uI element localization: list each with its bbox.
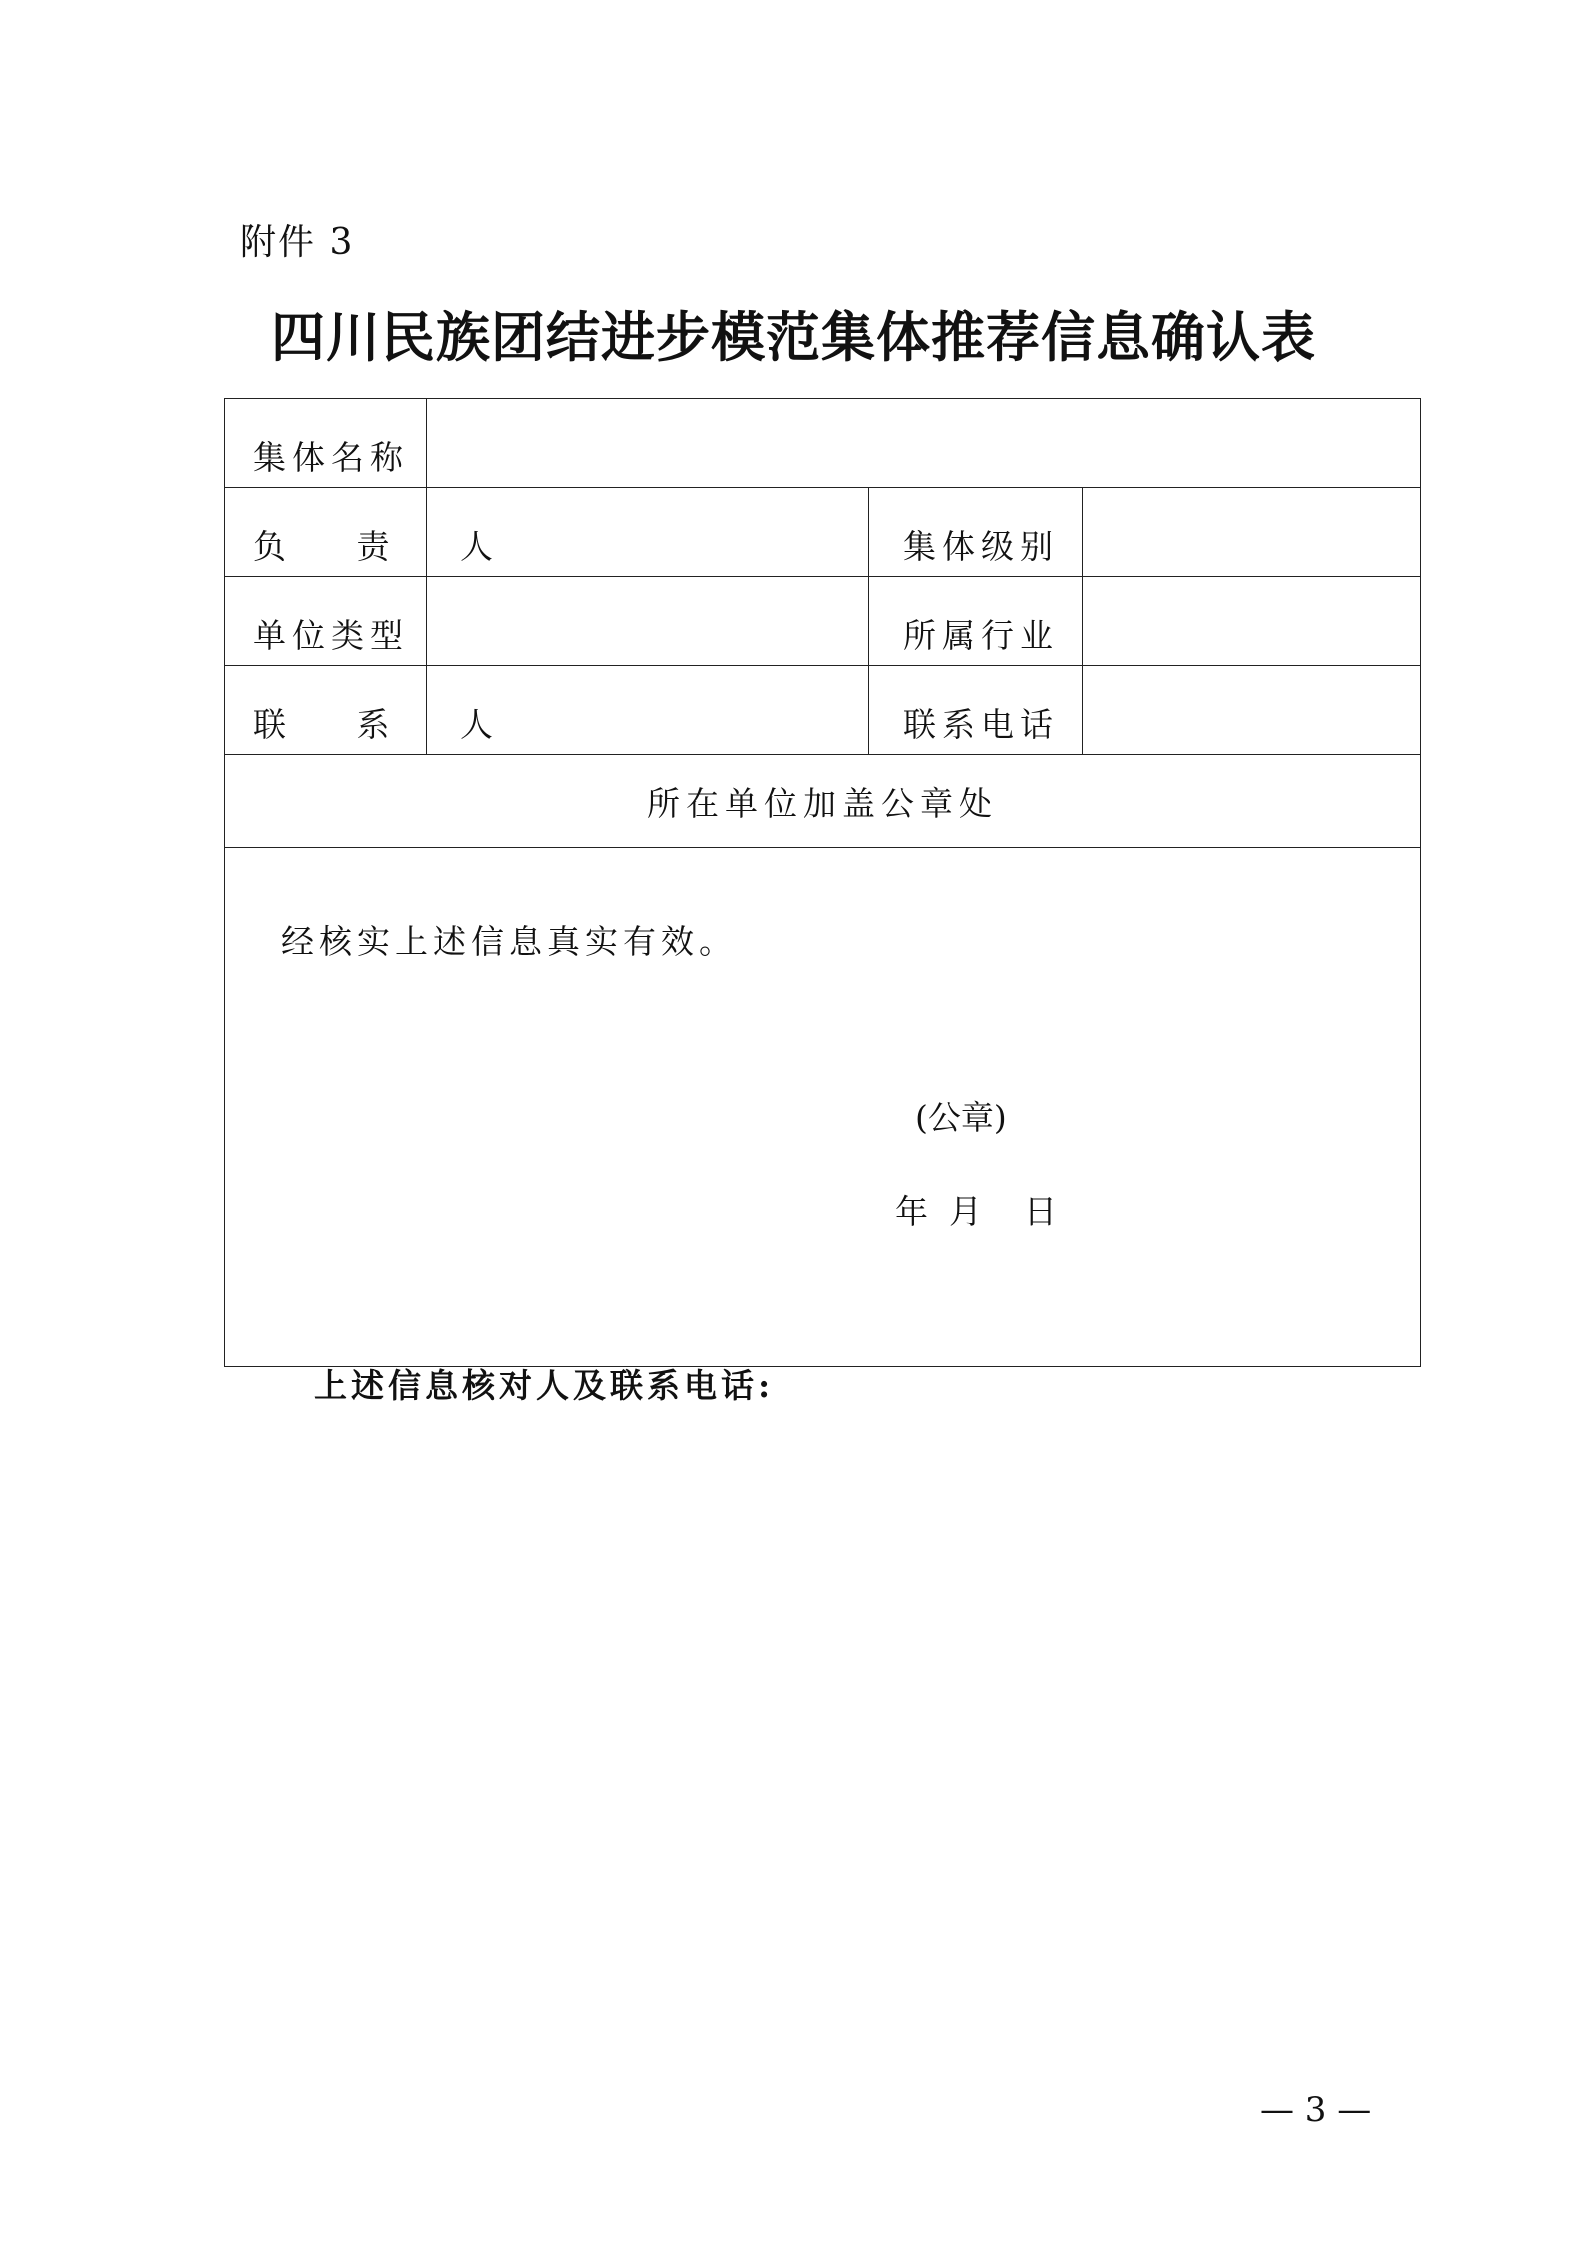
form-row-contact — [225, 666, 1421, 755]
contact-label: 联 系 人 — [225, 666, 427, 755]
attachment-label: 附件 3 — [240, 222, 355, 263]
collective-name-label: 集体名称 — [225, 399, 427, 488]
collective-level-field[interactable] — [1083, 488, 1421, 577]
phone-field[interactable] — [1083, 666, 1421, 755]
form-row-seal-header — [225, 755, 1421, 848]
official-seal-mark: (公章) — [915, 1098, 1007, 1137]
industry-field[interactable] — [1083, 577, 1421, 666]
page-number: — 3 — — [1260, 2090, 1372, 2130]
leader-label: 负 责 人 — [225, 488, 427, 577]
unit-type-field[interactable] — [427, 577, 869, 666]
unit-type-label: 单位类型 — [225, 577, 427, 666]
collective-name-field[interactable] — [427, 399, 1421, 488]
document-title: 四川民族团结进步模范集体推荐信息确认表 — [271, 306, 1316, 369]
date-line: 年 月 日 — [895, 1192, 1057, 1231]
verifier-contact-label: 上述信息核对人及联系电话: — [314, 1366, 775, 1405]
collective-level-label: 集体级别 — [869, 488, 1083, 577]
form-row-seal-area — [225, 848, 1421, 1367]
industry-label: 所属行业 — [869, 577, 1083, 666]
confirmation-statement: 经核实上述信息真实有效。 — [281, 922, 737, 961]
seal-section-label: 所在单位加盖公章处 — [225, 755, 1421, 848]
seal-area[interactable] — [225, 848, 1421, 1367]
phone-label: 联系电话 — [869, 666, 1083, 755]
confirmation-form-table — [224, 398, 1421, 1367]
form-row-leader — [225, 488, 1421, 577]
form-row-unit-type — [225, 577, 1421, 666]
form-row-collective-name — [225, 399, 1421, 488]
